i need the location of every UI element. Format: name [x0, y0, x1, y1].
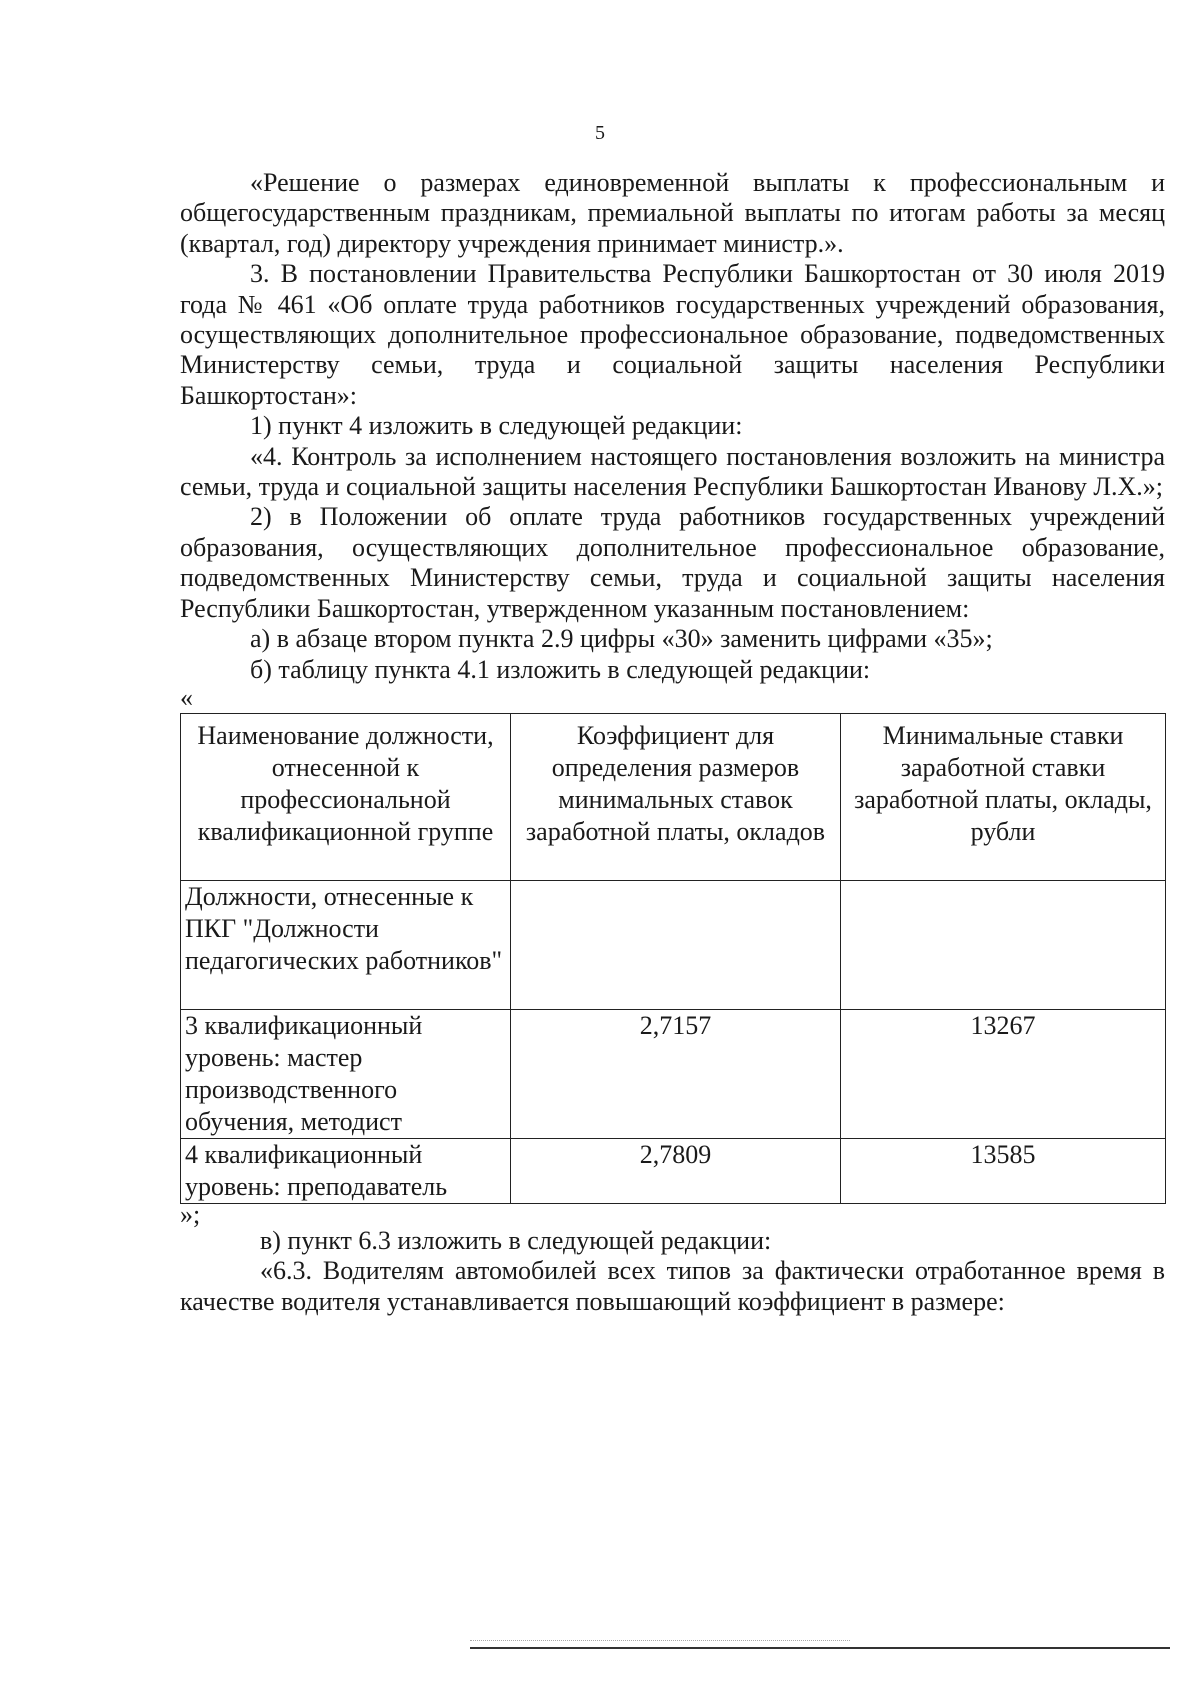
table-header-row [181, 713, 1166, 880]
paragraph: а) в абзаце втором пункта 2.9 цифры «30» заменить цифрами «35»; [250, 624, 993, 654]
column-header: Минимальные ставки заработной ставки заработной платы, оклады, рубли [841, 713, 1166, 880]
table-cell [841, 880, 1166, 1009]
paragraph: в) пункт 6.3 изложить в следующей редакции: [260, 1225, 772, 1255]
paragraph: «Решение о размерах единовременной выплаты к профессиональным и общегосударственным праздникам, премиальной выплаты по итогам работы за месяц (квартал, год) директору учреждения принимает министр.». [180, 168, 1165, 258]
scan-artifact-line [470, 1647, 1170, 1649]
table-close-quote: »; [180, 1199, 201, 1229]
paragraph: 1) пункт 4 изложить в следующей редакции: [250, 411, 743, 441]
scan-artifact-dots [470, 1640, 850, 1641]
paragraph: б) таблицу пункта 4.1 изложить в следующей редакции: [250, 654, 871, 684]
table-cell: 2,7157 [511, 1009, 841, 1138]
page-number: 5 [595, 122, 605, 144]
table-open-quote: « [180, 682, 193, 712]
table-cell: 3 квалификационный уровень: мастер производственного обучения, методист [181, 1009, 511, 1138]
table-cell: 2,7809 [511, 1138, 841, 1203]
paragraph: 2) в Положении об оплате труда работников государственных учреждений образования, осуществляющих дополнительное профессиональное образование, подведомственных Министерству семьи, труда и социальной защиты населения Республики Башкортостан, утвержденном указанным постановлением: [180, 502, 1165, 623]
table-cell: 13585 [841, 1138, 1166, 1203]
paragraph: «4. Контроль за исполнением настоящего постановления возложить на министра семьи, труда и социальной защиты населения Республики Башкортостан Иванову Л.Х.»; [180, 441, 1165, 502]
table-cell [511, 880, 841, 1009]
table-row [181, 880, 1166, 1009]
table-cell: 13267 [841, 1009, 1166, 1138]
table-row [181, 1138, 1166, 1203]
table-row [181, 1009, 1166, 1138]
paragraph: 3. В постановлении Правительства Республики Башкортостан от 30 июля 2019 года № 461 «Об оплате труда работников государственных учреждений образования, осуществляющих дополнительное профессиональное образование, подведомственных Министерству семьи, труда и социальной защиты населения Республики Башкортостан»: [180, 259, 1165, 410]
table-cell: 4 квалификационный уровень: преподаватель [181, 1138, 511, 1203]
column-header: Коэффициент для определения размеров минимальных ставок заработной платы, окладов [511, 713, 841, 880]
document-body [180, 168, 1165, 1317]
qualification-table [180, 713, 1166, 1204]
table-cell: Должности, отнесенные к ПКГ "Должности педагогических работников" [181, 880, 511, 1009]
column-header: Наименование должности, отнесенной к профессиональной квалификационной группе [181, 713, 511, 880]
paragraph: «6.3. Водителям автомобилей всех типов за фактически отработанное время в качестве водителя устанавливается повышающий коэффициент в размере: [180, 1256, 1165, 1316]
